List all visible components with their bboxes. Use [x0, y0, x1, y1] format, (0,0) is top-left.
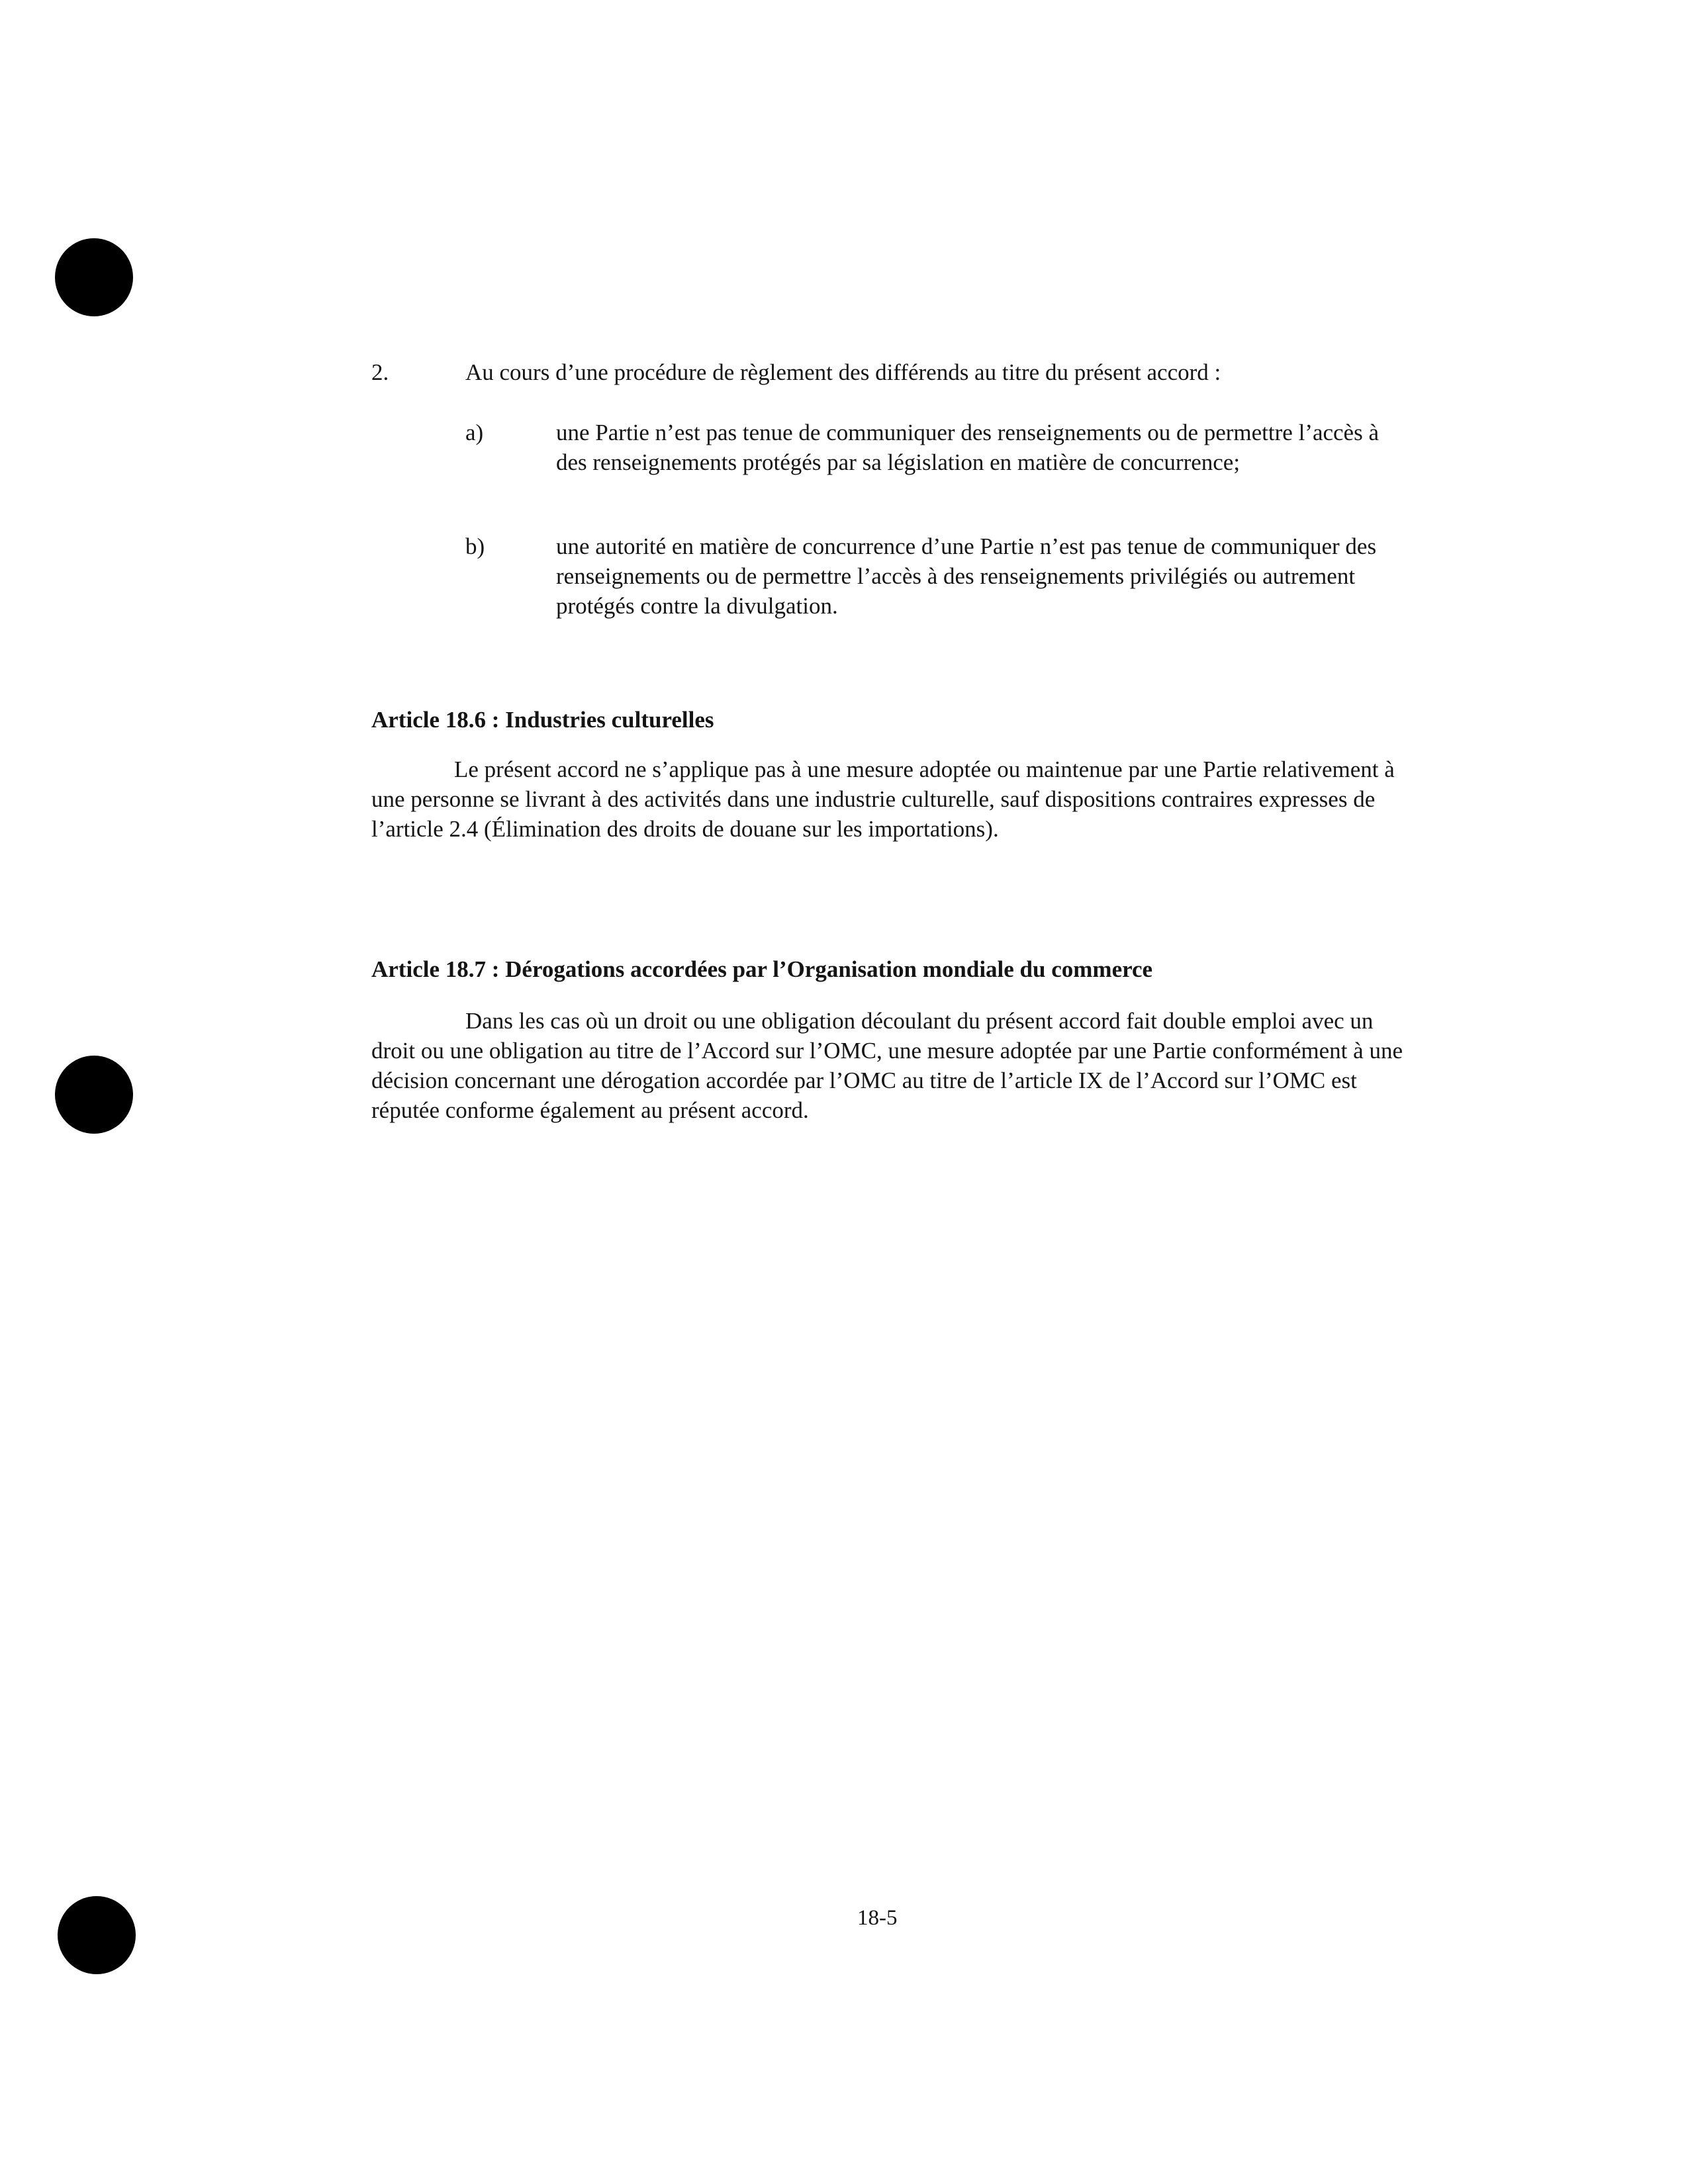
list-item-label: b)	[465, 533, 485, 559]
punch-hole-middle	[55, 1056, 133, 1134]
page-number: 18-5	[857, 1906, 898, 1930]
article-18-6-heading: Article 18.6 : Industries culturelles	[371, 707, 714, 733]
paragraph-number: 2.	[371, 359, 389, 385]
punch-hole-bottom	[58, 1896, 136, 1974]
list-item-text: une autorité en matière de concurrence d’une Partie n’est pas tenue de communiquer des renseignements ou de permettre l’accès à des renseignements privilégiés ou autrement protégés contre la divulgation.	[556, 533, 1377, 619]
article-18-6-body: Le présent accord ne s’applique pas à une mesure adoptée ou maintenue par une Partie relativement à une personne se livrant à des activités dans une industrie culturelle, sauf dispositions contraires expresses de l’article 2.4 (Élimination des droits de douane sur les importations).	[371, 756, 1395, 842]
paragraph-intro: Au cours d’une procédure de règlement des différends au titre du présent accord :	[465, 359, 1221, 385]
article-18-7-heading: Article 18.7 : Dérogations accordées par l’Organisation mondiale du commerce	[371, 956, 1153, 982]
list-item-text: une Partie n’est pas tenue de communiquer des renseignements ou de permettre l’accès à des renseignements protégés par sa législation en matière de concurrence;	[556, 420, 1379, 475]
article-18-7-body: Dans les cas où un droit ou une obligation découlant du présent accord fait double emploi avec un droit ou une obligation au titre de l’Accord sur l’OMC, une mesure adoptée par une Partie conformément à une décision concernant une dérogation accordée par l’OMC au titre de l’article IX de l’Accord sur l’OMC est réputée conforme également au présent accord.	[371, 1008, 1403, 1123]
punch-hole-top	[55, 238, 133, 316]
list-item-label: a)	[465, 420, 484, 445]
